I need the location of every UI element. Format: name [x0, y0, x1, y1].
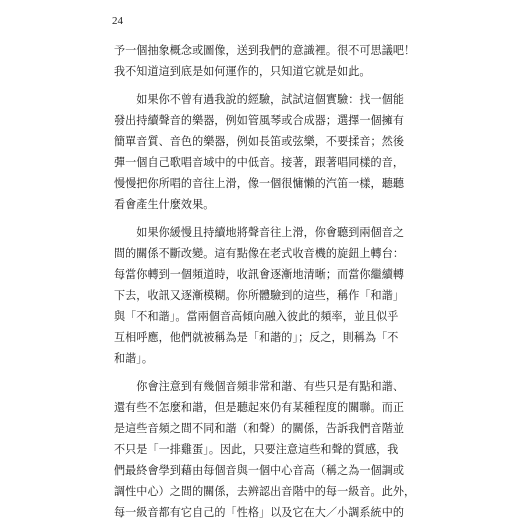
text-line: 如果你不曾有過我說的經驗，試試這個實驗：找一個能 [114, 93, 405, 106]
text-line: 間的關係不斷改變。這有點像在老式收音機的旋鈕上轉台： [114, 247, 405, 260]
text-line: 慢慢把你所唱的音往上滑，像一個很慵懶的汽笛一樣，聽聽 [114, 177, 405, 190]
text-line: 你會注意到有幾個音頻非常和諧、有些只是有點和諧、 [114, 380, 405, 393]
page-number: 24 [112, 15, 123, 27]
paragraph-2 [114, 89, 414, 215]
text-line: 互相呼應，他們就被稱為是「和諧的」；反之，則稱為「不 [114, 331, 399, 344]
text-line: 下去，收訊又逐漸模糊。你所體驗到的這些，稱作「和諧」 [114, 289, 405, 302]
body-text [114, 40, 414, 530]
text-line: 每當你轉到一個頻道時，收訊會逐漸地清晰；而當你繼續轉 [114, 268, 405, 281]
text-line: 我不知道這到底是如何運作的，只知道它就是如此。 [114, 65, 371, 78]
text-line: 與「不和諧」。當兩個音高傾向融入彼此的頻率，並且似乎 [114, 310, 399, 323]
text-line: 不只是「一排雞蛋」。因此，只要注意這些和聲的質感，我 [114, 443, 399, 456]
text-line: 如果你緩慢且持續地將聲音往上滑，你會聽到兩個音之 [114, 226, 405, 239]
text-line: 看會產生什麼效果。 [114, 198, 215, 211]
text-line: 還有些不怎麼和諧，但是聽起來仍有某種程度的關聯。而正 [114, 401, 405, 414]
paragraph-1 [114, 40, 414, 82]
text-line: 調性中心）之間的關係，去辨認出音階中的每一級音。此外， [114, 485, 416, 498]
text-line: 予一個抽象概念或圖像，送到我們的意識裡。很不可思議吧！ [114, 44, 416, 57]
text-line: 彈一個自己歌唱音域中的中低音。接著，跟著唱同樣的音， [114, 156, 405, 169]
text-line: 是這些音頻之間不同和諧（和聲）的關係，告訴我們音階並 [114, 422, 405, 435]
text-line: 每一級音都有它自己的「性格」以及它在大／小調系統中的 [114, 506, 405, 519]
paragraph-3 [114, 222, 414, 369]
text-line: 們最終會學到藉由每個音與一個中心音高（稱之為一個調或 [114, 464, 405, 477]
text-line: 發出持續聲音的樂器，例如管風琴或合成器；選擇一個擁有 [114, 114, 405, 127]
text-line: 和諧」。 [114, 352, 154, 365]
text-line: 簡單音質、音色的樂器，例如長笛或弦樂，不要揉音；然後 [114, 135, 405, 148]
paragraph-4 [114, 376, 414, 523]
